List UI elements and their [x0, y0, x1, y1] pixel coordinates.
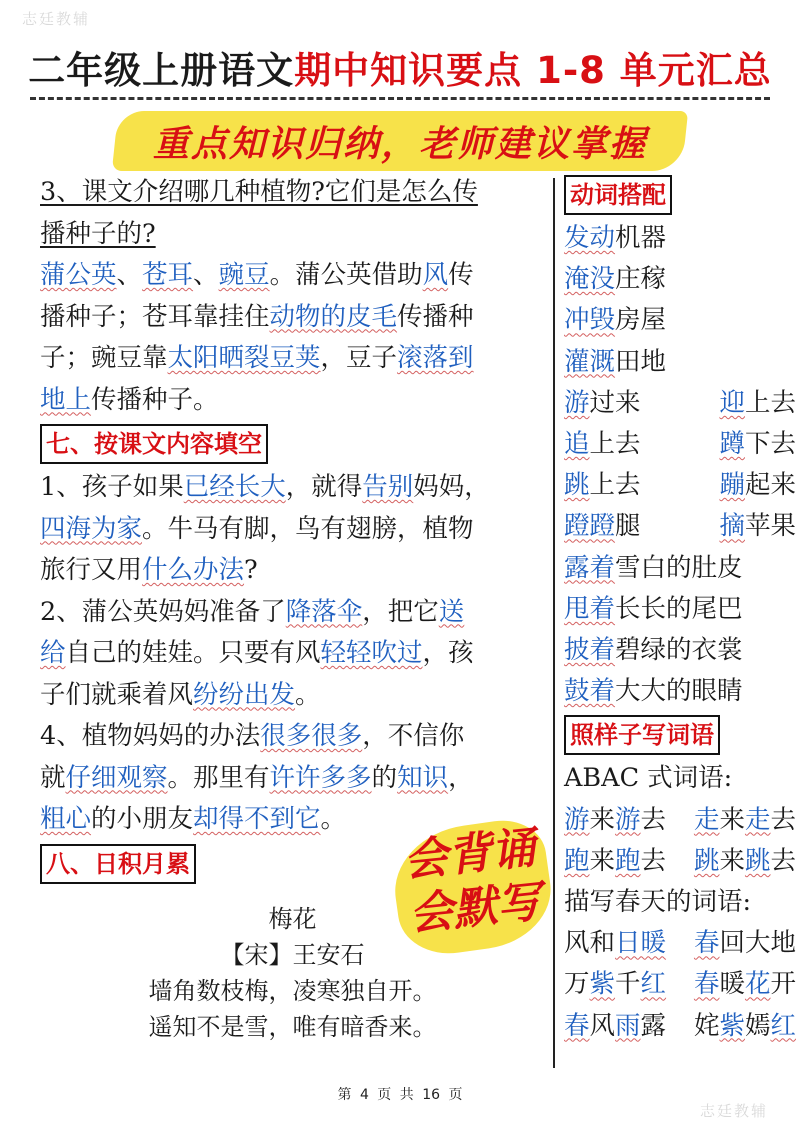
- char: 去: [770, 804, 796, 835]
- text: 妈妈，: [413, 472, 490, 502]
- section-heading-8: 八、日积月累: [40, 844, 196, 884]
- verb: 游: [564, 387, 590, 418]
- text: 自己的娃娃。只要有风: [65, 638, 321, 668]
- verb-row: [564, 342, 796, 383]
- char: 露: [640, 1010, 667, 1041]
- stamp-line1: 会背诵: [401, 822, 538, 887]
- char: 走: [693, 804, 720, 835]
- char: 来: [589, 804, 616, 835]
- text: 。那里有: [167, 762, 270, 793]
- verb: 迎: [719, 387, 745, 418]
- section-heading-7: 七、按课文内容填空: [40, 424, 268, 464]
- poem-line2: 遥知不是雪，唯有暗香来。: [148, 1012, 437, 1041]
- answer-term: 仔细观察: [65, 762, 168, 793]
- verb-pair-row: [564, 424, 796, 465]
- verb-row: [564, 259, 796, 300]
- object: 机器: [615, 223, 667, 253]
- q3-text-1: 3、课文介绍哪几种植物?它们是怎么传: [40, 177, 478, 207]
- word: [694, 964, 796, 1005]
- verb: 披着: [564, 635, 616, 666]
- word: [694, 800, 796, 841]
- text: 上去: [589, 429, 641, 460]
- verb: 甩着: [564, 593, 616, 624]
- spring-row: [564, 1006, 796, 1047]
- text: 传播种子。: [91, 384, 219, 415]
- title-part1: 二年级上册语文: [28, 49, 295, 92]
- s7-line3: [40, 550, 545, 592]
- poem-title: 梅花: [268, 904, 317, 933]
- char: 风和: [564, 928, 616, 959]
- answer-term: 四海为家: [40, 513, 143, 544]
- text: 的小朋友: [91, 804, 194, 834]
- char: 跑: [564, 845, 590, 876]
- text: ，豆子: [320, 343, 398, 373]
- text: ?: [244, 555, 258, 585]
- section-heading-verbs: 动词搭配: [564, 175, 672, 215]
- text: ，: [448, 762, 474, 793]
- poem-author: 【宋】王安石: [220, 940, 365, 969]
- text: 。蒲公英借助: [269, 260, 423, 290]
- verb: 跳: [564, 470, 590, 501]
- object: 庄稼: [615, 264, 667, 295]
- s7-line8: [40, 758, 545, 800]
- verb-pair-row: [564, 506, 796, 547]
- phrase: [564, 383, 641, 424]
- stamp-line2: 会默写: [406, 876, 544, 941]
- answer-term: 豌豆: [218, 260, 270, 290]
- column-divider: [553, 178, 555, 1068]
- answer-term: 已经长大: [183, 472, 286, 502]
- verb: 蹦: [719, 470, 745, 501]
- object: 房屋: [615, 305, 667, 336]
- answer-term: 地上: [40, 384, 92, 415]
- char: 千: [615, 969, 641, 1000]
- char: 嫣: [744, 1010, 771, 1041]
- text: 、: [193, 260, 219, 290]
- watermark-top: 志廷教辅: [22, 10, 91, 28]
- text: 2、蒲公英妈妈准备了: [40, 596, 286, 627]
- verb: 蹬蹬: [564, 511, 616, 542]
- text: 传: [448, 260, 474, 290]
- text: ，就得: [285, 472, 363, 502]
- answer-term: 太阳晒裂豆荚: [167, 343, 321, 373]
- a3-line4: [40, 380, 545, 422]
- s7-line7: [40, 716, 545, 758]
- phrase: [564, 465, 641, 506]
- verb: 追: [564, 429, 590, 460]
- verb: 鼓着: [564, 676, 616, 707]
- answer-term: 风: [422, 260, 449, 290]
- stamp-text: [390, 820, 555, 944]
- text: ，把它: [362, 596, 439, 627]
- banner-text: 重点知识归纳，老师建议掌握: [152, 124, 647, 165]
- text: 。牛马有脚，鸟有翅膀，植物: [142, 513, 474, 544]
- answer-term: 粗心: [40, 804, 92, 834]
- verb: 冲毁: [564, 305, 616, 336]
- a3-line2: [40, 297, 545, 339]
- text: 传播种: [397, 301, 474, 332]
- text: 、: [116, 260, 143, 290]
- text: 腿: [615, 511, 641, 542]
- verb: 灌溉: [564, 346, 616, 377]
- char: 暖: [719, 969, 745, 1000]
- s7-line4: [40, 592, 545, 634]
- char: 游: [615, 804, 641, 835]
- char: 游: [564, 804, 590, 835]
- char: 春: [693, 928, 720, 959]
- verb: 发动: [564, 223, 616, 253]
- verb: 淹没: [564, 264, 616, 295]
- verb-pair-row: [564, 383, 796, 424]
- title-divider: [30, 97, 770, 100]
- phrase: [719, 383, 796, 424]
- page-title: [0, 40, 800, 94]
- text: 苹果: [744, 511, 796, 542]
- spring-label: 描写春天的词语:: [564, 887, 752, 918]
- word: [564, 800, 666, 841]
- char: 风: [589, 1010, 616, 1041]
- text: ，孩: [422, 638, 474, 668]
- spring-row: [564, 964, 796, 1005]
- answer-term: 轻轻吹过: [320, 638, 423, 668]
- text: 1、孩子如果: [40, 472, 184, 502]
- text: 。: [320, 804, 347, 834]
- object: 长长的尾巴: [615, 593, 743, 624]
- q3-text-2: 播种子的?: [40, 218, 156, 249]
- text: 上去: [589, 470, 641, 501]
- word: [694, 841, 796, 882]
- text: 的: [371, 762, 398, 793]
- word: [564, 923, 666, 964]
- text: 。: [295, 679, 321, 710]
- text: 旅行又用: [40, 555, 143, 585]
- char: 来: [719, 845, 745, 876]
- char: 跑: [615, 845, 641, 876]
- char: 开: [770, 969, 796, 1000]
- spring-row: [564, 923, 796, 964]
- verb-row: [564, 630, 796, 671]
- text: 播种子；苍耳靠挂住: [40, 301, 270, 332]
- title-part2: 期中知识要点 1-8 单元汇总: [294, 49, 772, 92]
- a3-line1: [40, 255, 545, 297]
- s7-line5: [40, 633, 545, 675]
- answer-term: 很多很多: [260, 721, 363, 751]
- char: 姹: [693, 1010, 720, 1041]
- phrase: [719, 506, 796, 547]
- char: 去: [640, 845, 667, 876]
- s7-line1: [40, 467, 545, 509]
- answer-term: 许许多多: [269, 762, 372, 793]
- verb-row: [564, 218, 796, 259]
- char: 春: [693, 969, 720, 1000]
- abac-label: ABAC 式词语:: [564, 763, 733, 794]
- verb-row: [564, 671, 796, 712]
- word: [694, 923, 796, 964]
- object: 大大的眼睛: [615, 676, 743, 707]
- word: [694, 1006, 796, 1047]
- page-number: 第 4 页 共 16 页: [337, 1087, 463, 1103]
- char: 春: [564, 1010, 590, 1041]
- char: 日暖: [615, 928, 667, 959]
- text: 4、植物妈妈的办法: [40, 721, 261, 751]
- text: 过来: [589, 387, 641, 418]
- text: 子们就乘着风: [40, 679, 194, 710]
- answer-term: 纷纷出发: [193, 679, 296, 710]
- text: 就: [40, 762, 66, 793]
- right-column: [564, 172, 796, 1047]
- phrase: [719, 465, 796, 506]
- char: 来: [719, 804, 745, 835]
- char: 去: [770, 845, 796, 876]
- abac-row: [564, 841, 796, 882]
- word: [564, 1006, 666, 1047]
- a3-line3: [40, 338, 545, 380]
- q3-line2: [40, 214, 545, 256]
- char: 雨: [615, 1010, 641, 1041]
- object: 田地: [615, 346, 667, 377]
- watermark-bottom: 志廷教辅: [700, 1102, 769, 1120]
- verb-row: [564, 300, 796, 341]
- char: 来: [589, 845, 616, 876]
- text: 起来: [744, 470, 796, 501]
- phrase: [719, 424, 796, 465]
- text: 上去: [744, 387, 796, 418]
- char: 花: [744, 969, 771, 1000]
- verb-row: [564, 548, 796, 589]
- answer-term: 降落伞: [285, 596, 363, 627]
- answer-term: 苍耳: [142, 260, 194, 290]
- char: 红: [770, 1010, 796, 1041]
- phrase: [564, 424, 641, 465]
- char: 紫: [719, 1010, 745, 1041]
- verb: 蹲: [719, 429, 745, 460]
- object: 碧绿的衣裳: [615, 635, 743, 666]
- char: 去: [640, 804, 667, 835]
- s7-line6: [40, 675, 545, 717]
- char: 紫: [589, 969, 616, 1000]
- abac-row: [564, 800, 796, 841]
- verb-row: [564, 589, 796, 630]
- char: 跳: [744, 845, 771, 876]
- answer-term: 却得不到它: [193, 804, 321, 834]
- char: 回大地: [719, 928, 796, 959]
- s7-line2: [40, 509, 545, 551]
- char: 万: [564, 969, 590, 1000]
- verb: 露着: [564, 552, 616, 583]
- phrase: [564, 506, 641, 547]
- answer-term: 送: [438, 596, 465, 627]
- char: 红: [640, 969, 667, 1000]
- word: [564, 841, 666, 882]
- q3-line1: [40, 172, 545, 214]
- char: 走: [744, 804, 771, 835]
- text: 下去: [744, 429, 796, 460]
- answer-term: 给: [40, 638, 66, 668]
- answer-term: 蒲公英: [40, 260, 117, 290]
- text: ，不信你: [362, 721, 465, 751]
- answer-term: 滚落到: [397, 343, 474, 373]
- verb-pair-row: [564, 465, 796, 506]
- section-heading-words: 照样子写词语: [564, 715, 720, 755]
- object: 雪白的肚皮: [615, 552, 743, 583]
- char: 跳: [693, 845, 720, 876]
- text: 子；豌豆靠: [40, 343, 168, 373]
- answer-term: 告别: [362, 472, 414, 502]
- verb: 摘: [719, 511, 745, 542]
- answer-term: 知识: [397, 762, 449, 793]
- answer-term: 什么办法: [142, 555, 245, 585]
- answer-term: 动物的皮毛: [269, 301, 398, 332]
- word: [564, 964, 666, 1005]
- poem-line1: 墙角数枝梅，凌寒独自开。: [148, 976, 437, 1005]
